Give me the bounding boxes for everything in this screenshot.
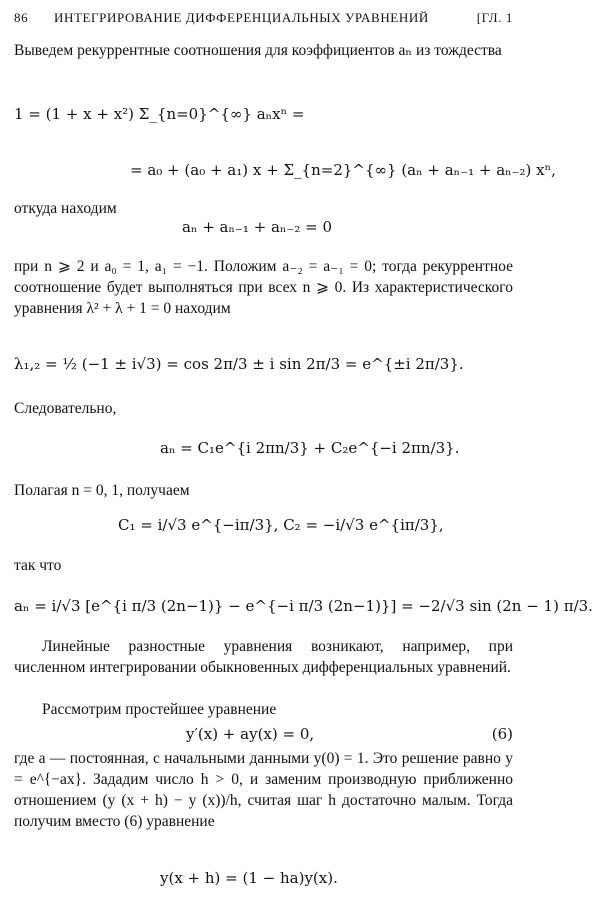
paragraph-consider: Рассмотрим простейшее уравнение: [42, 701, 277, 718]
equation-constants: C₁ = i/√3 e^{−iπ/3}, C₂ = −i/√3 e^{iπ/3},: [118, 516, 444, 534]
paragraph-initial-conditions: при n ⩾ 2 и a₀ = 1, a₁ = −1. Положим a₋₂ = a₋₁ = 0; тогда рекуррентное соотношение будет выполняться при всех n ⩾ 0. Из характеристического уравнения λ² + λ + 1 = 0 находим: [14, 258, 513, 317]
paragraph-difference-equations: Линейные разностные уравнения возникают, например, при численном интегрировании обыкновенных дифференциальных уравнений.: [14, 638, 513, 676]
paragraph-consequently: Следовательно,: [14, 400, 117, 417]
equation-difference-scheme: y(x + h) = (1 − ha)y(x).: [160, 869, 338, 887]
paragraph-setting-n: Полагая n = 0, 1, получаем: [14, 482, 190, 499]
equation-recurrence: aₙ + aₙ₋₁ + aₙ₋₂ = 0: [182, 218, 333, 236]
equation-identity-line2: = a₀ + (a₀ + a₁) x + Σ_{n=2}^{∞} (aₙ + aₙ₋₁ + aₙ₋₂) xⁿ,: [130, 161, 556, 179]
running-title: ИНТЕГРИРОВАНИЕ ДИФФЕРЕНЦИАЛЬНЫХ УРАВНЕНИЙ: [54, 10, 429, 25]
paragraph-whence: откуда находим: [14, 200, 117, 217]
paragraph-so-that: так что: [14, 557, 62, 574]
equation-ode: y′(x) + ay(x) = 0,: [186, 725, 315, 743]
equation-roots: λ₁,₂ = ½ (−1 ± i√3) = cos 2π/3 ± i sin 2π/3 = e^{±i 2π/3}.: [14, 355, 464, 373]
paragraph-recurrence-intro: Выведем рекуррентные соотношения для коэффициентов aₙ из тождества: [14, 42, 502, 59]
chapter-ref: [ГЛ. 1: [476, 10, 513, 25]
page-number: 86: [14, 10, 29, 25]
paragraph-discretization: где a — постоянная, с начальными данными y(0) = 1. Это решение равно y = e^{−ax}. Зададим число h > 0, и заменим производную приближенно отношением (y (x + h) − y (x))/h, считая шаг h достаточно малым. Тогда получим вместо (6) уравнение: [14, 750, 513, 830]
equation-number: (6): [491, 725, 513, 743]
running-header: [14, 7, 513, 29]
equation-general-term: aₙ = C₁e^{i 2πn/3} + C₂e^{−i 2πn/3}.: [160, 439, 460, 457]
equation-closed-form: aₙ = i/√3 [e^{i π/3 (2n−1)} − e^{−i π/3 (2n−1)}] = −2/√3 sin (2n − 1) π/3.: [14, 597, 593, 615]
equation-identity-line1: 1 = (1 + x + x²) Σ_{n=0}^{∞} aₙxⁿ =: [14, 105, 305, 123]
